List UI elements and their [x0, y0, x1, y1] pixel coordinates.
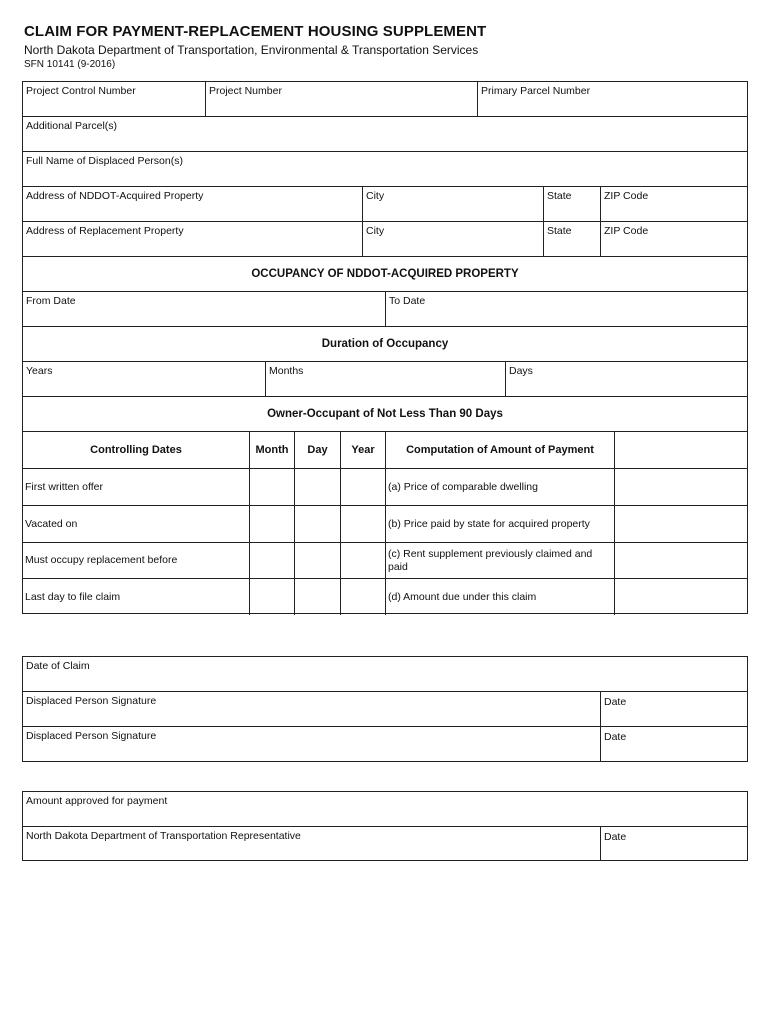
amount-input-b[interactable] — [614, 506, 747, 542]
to-date-label: To Date — [389, 295, 426, 307]
signature-date-field-2[interactable] — [600, 727, 747, 761]
replacement-state-field[interactable] — [543, 222, 600, 256]
replacement-address-field[interactable] — [23, 222, 362, 256]
date-label-must-occupy: Must occupy replacement before — [25, 554, 178, 566]
signature-date-label-2: Date — [604, 731, 627, 743]
owner-occupant-heading: Owner-Occupant of Not Less Than 90 Days — [267, 408, 503, 420]
day-header: Day — [294, 432, 340, 468]
date-of-claim-label: Date of Claim — [26, 660, 90, 672]
agency-name: North Dakota Department of Transportation, Environmental & Transportation Services — [24, 43, 479, 57]
computation-label-b: (b) Price paid by state for acquired property — [385, 506, 614, 542]
amount-approved-label: Amount approved for payment — [26, 795, 168, 807]
acquired-address-field[interactable] — [23, 187, 362, 221]
representative-field[interactable] — [23, 827, 600, 860]
day-input[interactable] — [294, 579, 340, 615]
month-input[interactable] — [249, 506, 294, 542]
month-input[interactable] — [249, 469, 294, 505]
duration-heading-row — [23, 327, 747, 362]
from-date-field[interactable] — [23, 292, 385, 326]
amount-input-a[interactable] — [614, 469, 747, 505]
occupancy-heading-row — [23, 257, 747, 292]
signature-date-label-1: Date — [604, 696, 627, 708]
acquired-zip-label: ZIP Code — [604, 190, 649, 202]
acquired-address-row — [23, 187, 747, 222]
years-field[interactable] — [23, 362, 265, 396]
days-label: Days — [509, 365, 533, 377]
acquired-city-field[interactable] — [362, 187, 543, 221]
amount-input-d[interactable] — [614, 579, 747, 615]
representative-date-label: Date — [604, 831, 627, 843]
day-input[interactable] — [294, 506, 340, 542]
primary-parcel-number-field[interactable] — [477, 82, 747, 116]
year-input[interactable] — [340, 579, 385, 615]
representative-date-field[interactable] — [600, 827, 747, 860]
project-control-number-field[interactable] — [23, 82, 205, 116]
signature-field-1[interactable] — [23, 692, 600, 726]
acquired-city-label: City — [366, 190, 385, 202]
signature-field-2[interactable] — [23, 727, 600, 761]
date-range-row — [23, 292, 747, 327]
computation-label-d: (d) Amount due under this claim — [385, 579, 614, 615]
occupancy-heading: OCCUPANCY OF NDDOT-ACQUIRED PROPERTY — [251, 268, 519, 280]
replacement-state-label: State — [547, 225, 572, 237]
additional-parcels-field[interactable] — [23, 117, 747, 152]
duration-row — [23, 362, 747, 397]
computation-header: Computation of Amount of Payment — [385, 432, 614, 468]
from-date-label: From Date — [26, 295, 76, 307]
to-date-field[interactable] — [385, 292, 747, 326]
full-name-field[interactable] — [23, 152, 747, 187]
months-label: Months — [269, 365, 304, 377]
form-title: CLAIM FOR PAYMENT-REPLACEMENT HOUSING SUPPLEMENT — [24, 23, 487, 40]
signature-row-2 — [23, 727, 747, 761]
table-header — [23, 432, 747, 469]
table-row — [23, 543, 747, 579]
table-row — [23, 579, 747, 615]
year-header: Year — [340, 432, 385, 468]
signature-label-2: Displaced Person Signature — [26, 730, 157, 742]
date-label-first-offer: First written offer — [25, 480, 103, 493]
project-number-label: Project Number — [209, 85, 282, 97]
signature-row-1 — [23, 692, 747, 727]
main-form — [22, 81, 748, 614]
primary-parcel-number-label: Primary Parcel Number — [481, 85, 591, 97]
days-field[interactable] — [505, 362, 747, 396]
day-input[interactable] — [294, 543, 340, 578]
date-label-vacated: Vacated on — [25, 517, 78, 530]
full-name-label: Full Name of Displaced Person(s) — [26, 155, 183, 167]
amount-approved-field[interactable] — [23, 792, 747, 827]
replacement-address-label: Address of Replacement Property — [26, 225, 184, 237]
replacement-city-field[interactable] — [362, 222, 543, 256]
acquired-zip-field[interactable] — [600, 187, 747, 221]
replacement-zip-field[interactable] — [600, 222, 747, 256]
signature-date-field-1[interactable] — [600, 692, 747, 726]
project-number-field[interactable] — [205, 82, 477, 116]
signature-label-1: Displaced Person Signature — [26, 695, 157, 707]
replacement-address-row — [23, 222, 747, 257]
date-label-last-day: Last day to file claim — [25, 590, 121, 603]
replacement-city-label: City — [366, 225, 385, 237]
acquired-state-label: State — [547, 190, 572, 202]
representative-label: North Dakota Department of Transportation Representative — [26, 830, 301, 842]
replacement-zip-label: ZIP Code — [604, 225, 649, 237]
duration-heading: Duration of Occupancy — [321, 338, 449, 350]
acquired-state-field[interactable] — [543, 187, 600, 221]
months-field[interactable] — [265, 362, 505, 396]
year-input[interactable] — [340, 506, 385, 542]
year-input[interactable] — [340, 469, 385, 505]
month-input[interactable] — [249, 543, 294, 578]
claim-section — [22, 656, 748, 762]
table-row — [23, 469, 747, 506]
representative-row — [23, 827, 747, 860]
amount-header — [614, 432, 747, 468]
owner-heading-row — [23, 397, 747, 432]
computation-label-c: (c) Rent supplement previously claimed and paid — [385, 543, 614, 578]
year-input[interactable] — [340, 543, 385, 578]
approval-section — [22, 791, 748, 861]
table-row — [23, 506, 747, 543]
additional-parcels-label: Additional Parcel(s) — [26, 120, 118, 132]
project-control-number-label: Project Control Number — [26, 85, 136, 97]
month-header: Month — [249, 432, 294, 468]
acquired-address-label: Address of NDDOT-Acquired Property — [26, 190, 204, 202]
month-input[interactable] — [249, 579, 294, 615]
form-number: SFN 10141 (9-2016) — [24, 59, 116, 70]
amount-input-c[interactable] — [614, 543, 747, 578]
project-row — [23, 82, 747, 117]
computation-label-a: (a) Price of comparable dwelling — [385, 469, 614, 505]
years-label: Years — [26, 365, 53, 377]
day-input[interactable] — [294, 469, 340, 505]
controlling-dates-header: Controlling Dates — [90, 444, 182, 456]
date-of-claim-field[interactable] — [23, 657, 747, 692]
